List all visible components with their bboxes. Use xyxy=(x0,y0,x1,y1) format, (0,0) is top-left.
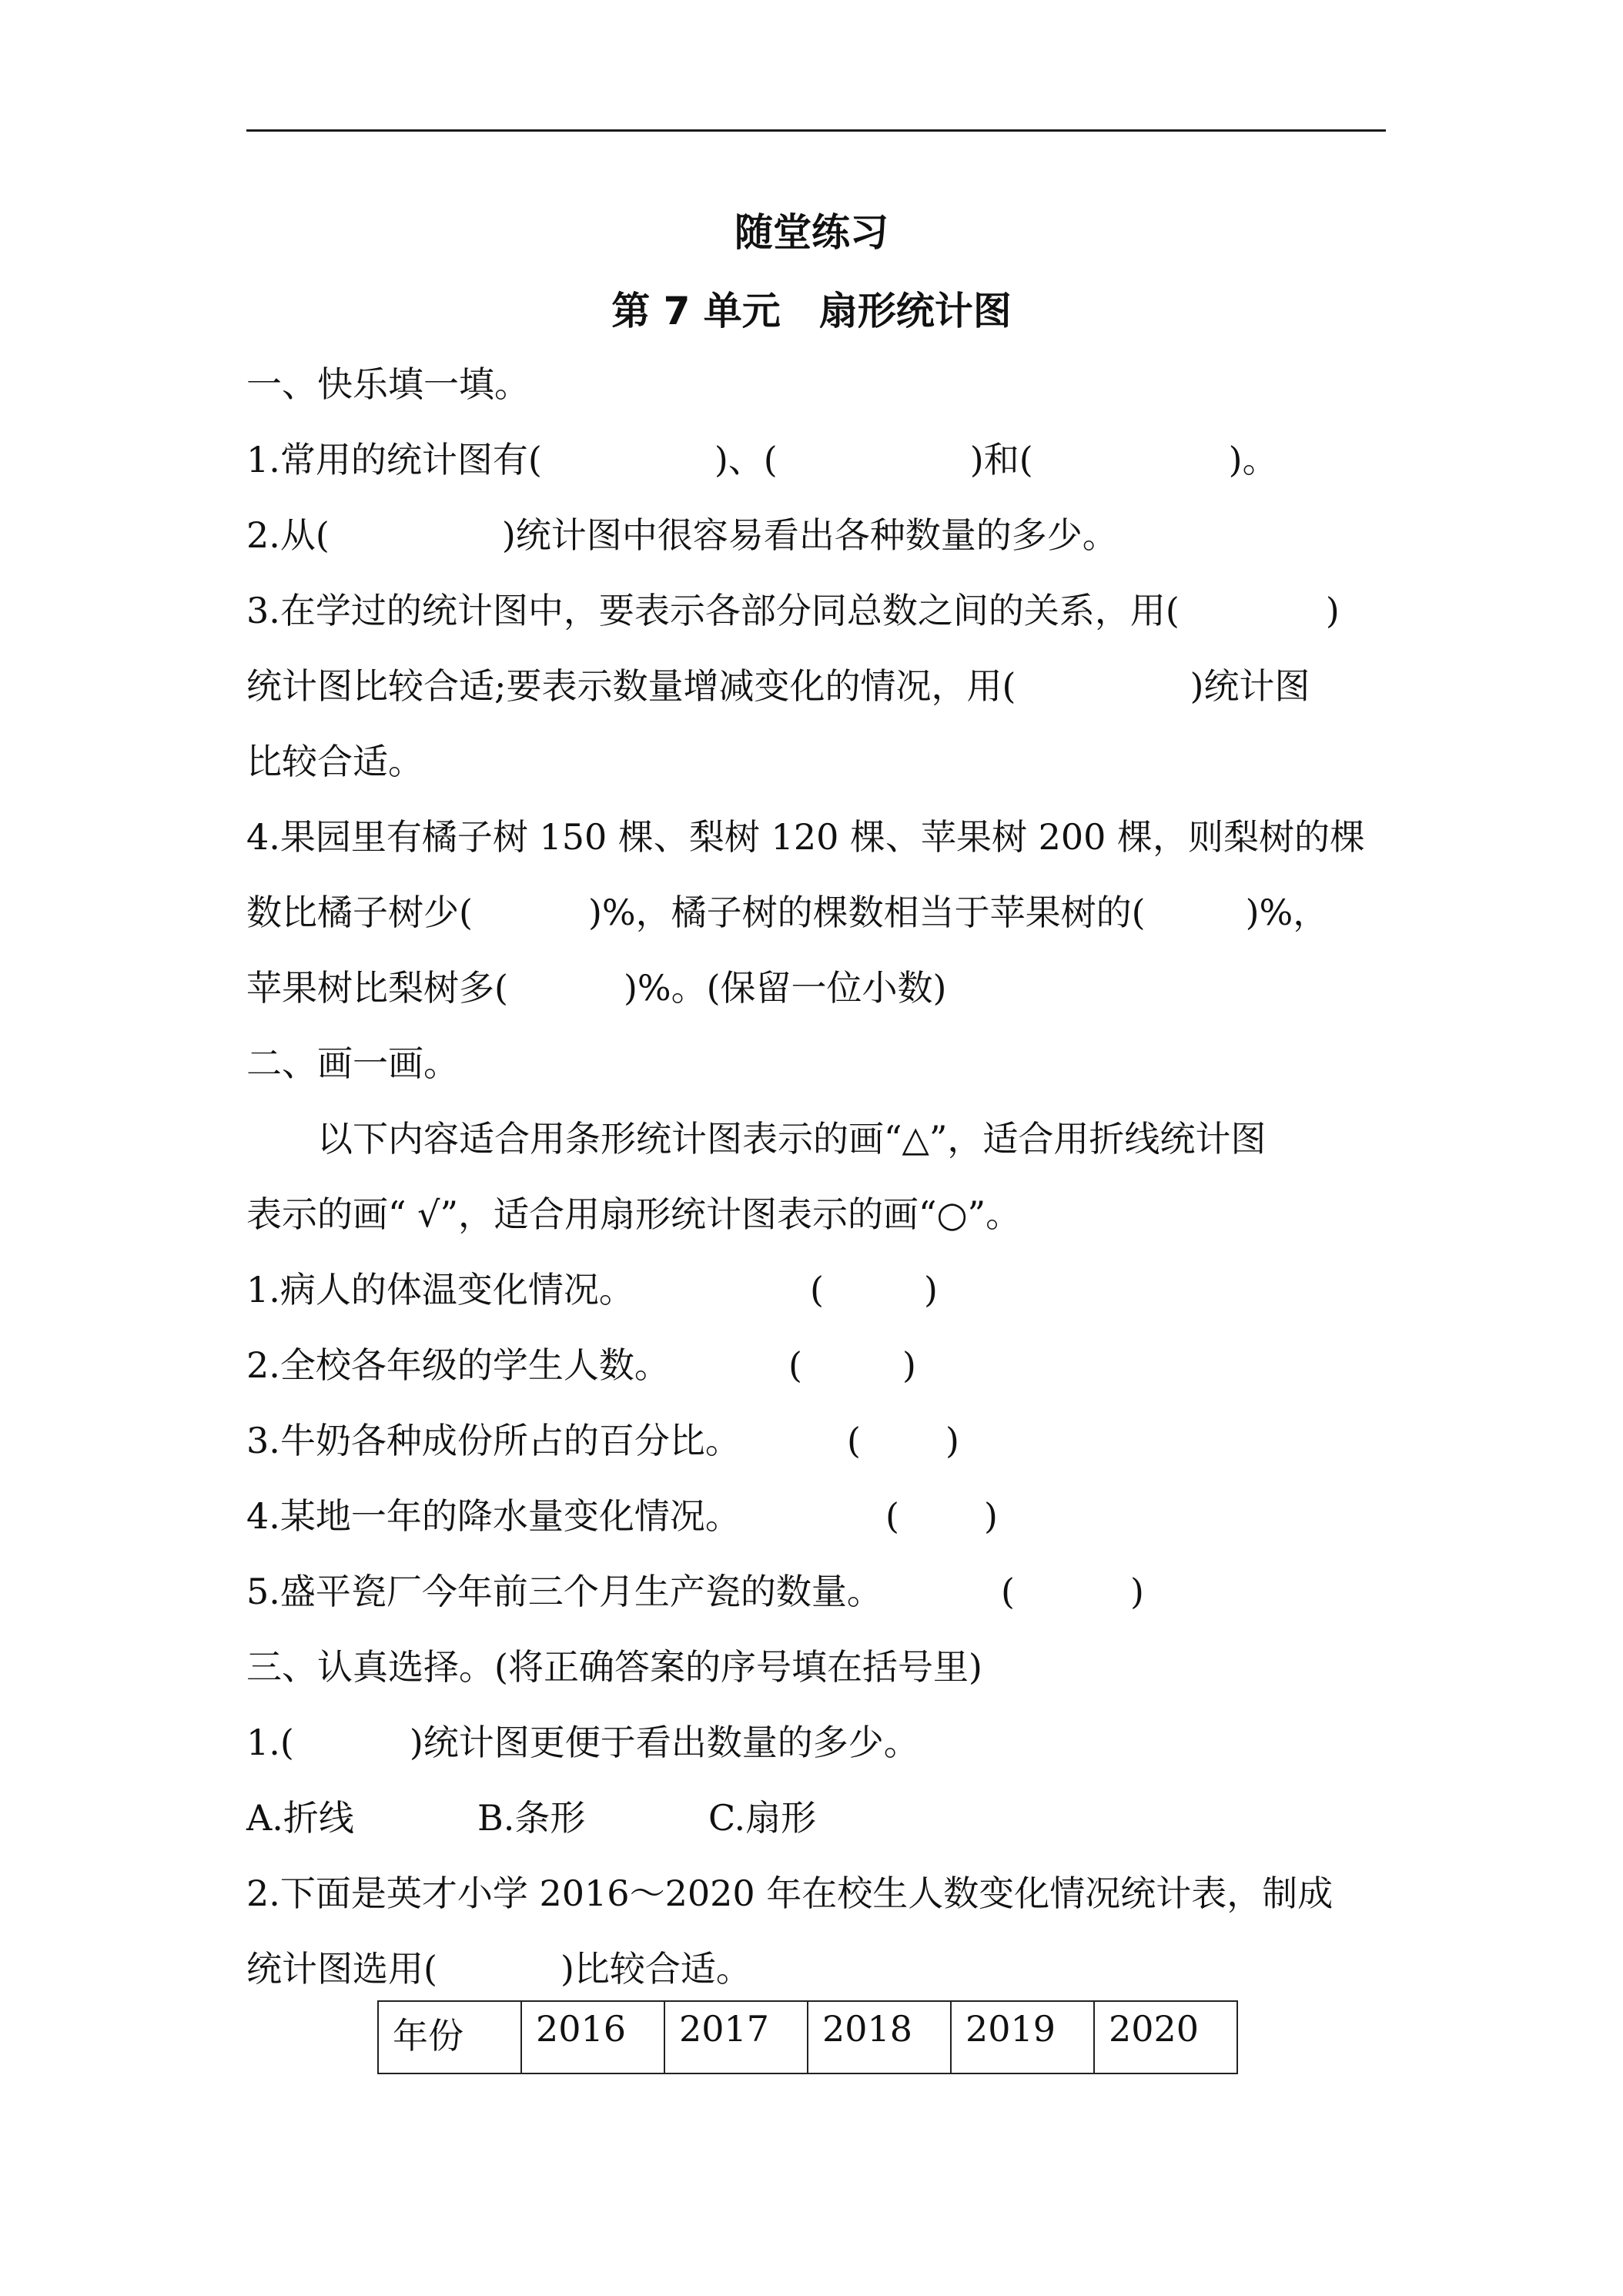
option-c: C.扇形 xyxy=(708,1797,817,1839)
unit-title: 第 7 单元 扇形统计图 xyxy=(611,289,1012,333)
page-title: 随堂练习 xyxy=(735,210,888,255)
year-table xyxy=(377,2000,1238,2074)
option-b: B.条形 xyxy=(477,1797,586,1839)
section2-heading: 二、画一画。 xyxy=(246,1043,459,1084)
s2-item-5: 5.盛平瓷厂今年前三个月生产瓷的数量。 xyxy=(246,1571,882,1612)
s2-item-2-bracket: ( ) xyxy=(788,1344,916,1386)
s1-question-4-line2: 数比橘子树少( )%，橘子树的棵数相当于苹果树的( )%， xyxy=(246,892,1329,933)
s2-item-3: 3.牛奶各种成份所占的百分比。 xyxy=(246,1420,741,1461)
section1-heading: 一、快乐填一填。 xyxy=(246,363,530,405)
s1-question-4-line1: 4.果园里有橘子树 150 棵、梨树 120 棵、苹果树 200 棵，则梨树的棵 xyxy=(246,816,1366,858)
section3-heading: 三、认真选择。(将正确答案的序号填在括号里) xyxy=(246,1646,982,1688)
s2-item-1: 1.病人的体温变化情况。 xyxy=(246,1269,634,1310)
s2-item-3-bracket: ( ) xyxy=(847,1420,959,1461)
s1-question-2: 2.从( )统计图中很容易看出各种数量的多少。 xyxy=(246,514,1118,556)
s1-question-3-line2: 统计图比较合适;要表示数量增减变化的情况，用( )统计图 xyxy=(246,665,1310,707)
s2-item-4-bracket: ( ) xyxy=(885,1495,998,1537)
s1-question-3-line3: 比较合适。 xyxy=(246,741,423,782)
s3-question-2-line1: 2.下面是英才小学 2016～2020 年在校生人数变化情况统计表，制成 xyxy=(246,1873,1334,1914)
option-a: A.折线 xyxy=(246,1797,354,1839)
table-cell: 2019 xyxy=(951,2001,1094,2073)
s1-question-3-line1: 3.在学过的统计图中，要表示各部分同总数之间的关系，用( ) xyxy=(246,590,1340,631)
s2-intro-line1: 以下内容适合用条形统计图表示的画“△”，适合用折线统计图 xyxy=(317,1118,1267,1160)
s3-question-1: 1.( )统计图更便于看出数量的多少。 xyxy=(246,1722,919,1763)
table-row xyxy=(378,2001,1237,2073)
table-header-cell: 年份 xyxy=(378,2001,521,2073)
table-cell: 2016 xyxy=(521,2001,664,2073)
table-cell: 2017 xyxy=(664,2001,808,2073)
s2-item-2: 2.全校各年级的学生人数。 xyxy=(246,1344,670,1386)
table-cell: 2018 xyxy=(808,2001,951,2073)
s1-question-1: 1.常用的统计图有( )、( )和( )。 xyxy=(246,439,1278,480)
s2-intro-line2: 表示的画“ √”，适合用扇形统计图表示的画“○”。 xyxy=(246,1193,1022,1235)
s3-options xyxy=(246,1796,816,1840)
s1-question-4-line3: 苹果树比梨树多( )%。(保留一位小数) xyxy=(246,967,947,1009)
s2-item-4: 4.某地一年的降水量变化情况。 xyxy=(246,1495,741,1537)
s2-item-1-bracket: ( ) xyxy=(810,1269,938,1310)
s2-item-5-bracket: ( ) xyxy=(1001,1571,1144,1612)
table-cell: 2020 xyxy=(1094,2001,1237,2073)
s3-question-2-line2: 统计图选用( )比较合适。 xyxy=(246,1948,751,1990)
header-rule xyxy=(246,129,1386,132)
